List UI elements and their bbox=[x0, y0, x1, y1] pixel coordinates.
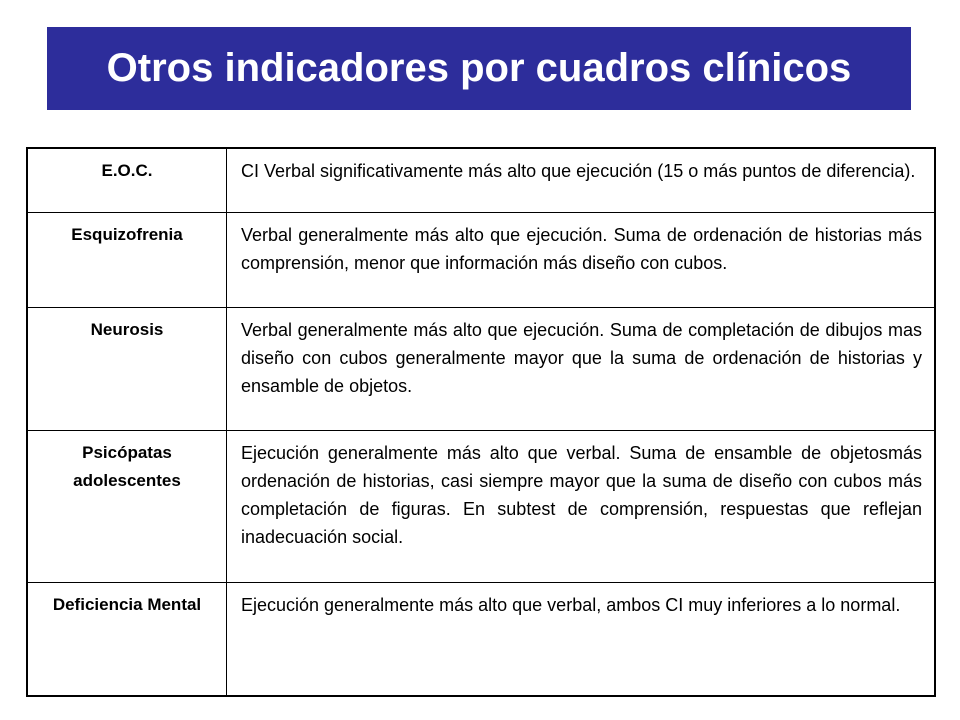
table-row bbox=[28, 430, 934, 582]
row-description: Ejecución generalmente más alto que verbal. Suma de ensamble de objetosmás ordenación de historias, casi siempre mayor que la suma de diseño con cubos más completación de figuras. En subtest de comprensión, respuestas que reflejan inadecuación social. bbox=[227, 430, 935, 582]
row-label: Deficiencia Mental bbox=[28, 582, 227, 695]
title-banner bbox=[47, 27, 911, 110]
slide-title: Otros indicadores por cuadros clínicos bbox=[106, 46, 852, 90]
row-description: Verbal generalmente más alto que ejecución. Suma de completación de dibujos mas diseño con cubos generalmente mayor que la suma de ordenación de historias y ensamble de objetos. bbox=[227, 307, 935, 430]
table-row bbox=[28, 149, 934, 212]
table-row bbox=[28, 582, 934, 695]
row-label: E.O.C. bbox=[28, 149, 227, 212]
row-label: Esquizofrenia bbox=[28, 212, 227, 307]
row-label: Psicópatas adolescentes bbox=[28, 430, 227, 582]
indicators-table-grid bbox=[28, 149, 934, 695]
row-description: CI Verbal significativamente más alto que ejecución (15 o más puntos de diferencia). bbox=[227, 149, 935, 212]
row-description: Ejecución generalmente más alto que verbal, ambos CI muy inferiores a lo normal. bbox=[227, 582, 935, 695]
indicators-table bbox=[26, 147, 936, 697]
table-row bbox=[28, 212, 934, 307]
row-description: Verbal generalmente más alto que ejecución. Suma de ordenación de historias más comprensión, menor que información más diseño con cubos. bbox=[227, 212, 935, 307]
table-row bbox=[28, 307, 934, 430]
row-label: Neurosis bbox=[28, 307, 227, 430]
